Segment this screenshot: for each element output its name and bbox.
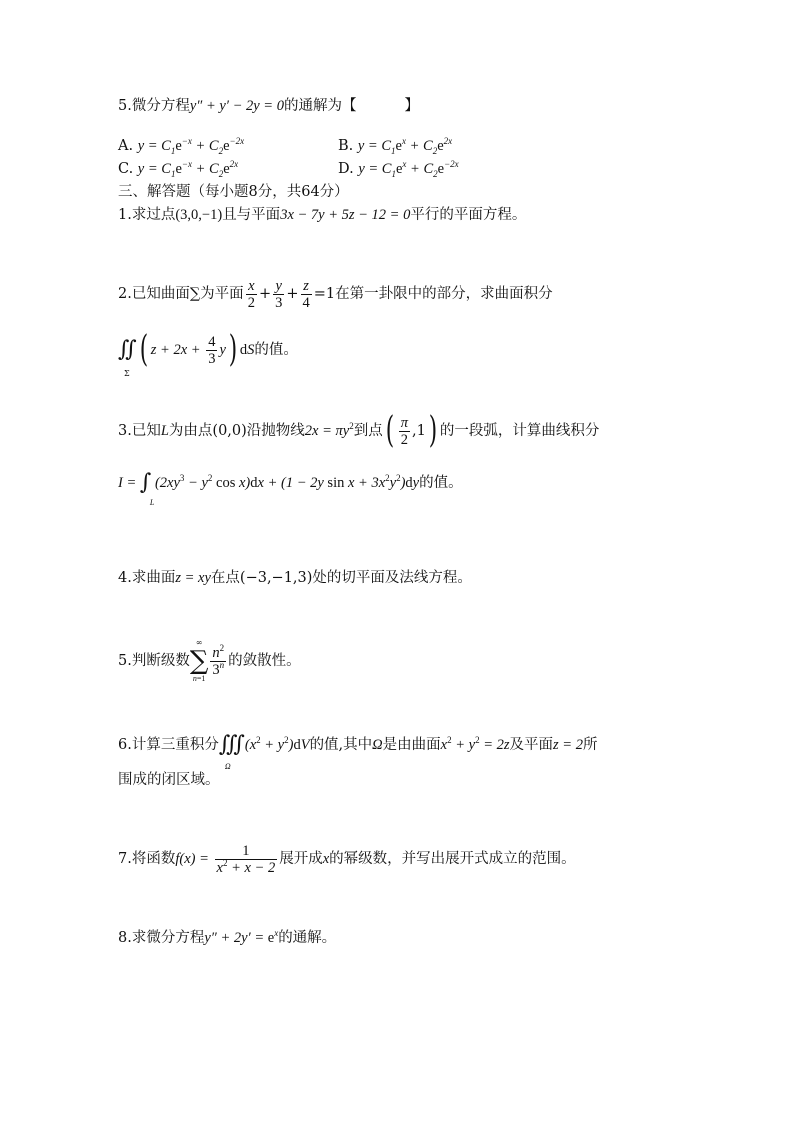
problem-8: 8.求微分方程$y'' + 2y' = e^x$的通解。 (118, 928, 337, 946)
problem-3: 3.已知L为由点(0,0)沿抛物线$2x = \pi y^2$到点( $\frac{\pi}{2}$ ,1) 的一段弧，计算曲线积分 (118, 410, 600, 451)
q5-stem: 5.微分方程y″ + y′ − 2y = 0的通解为【 】 (118, 98, 419, 114)
problem-2-integral: ∬ Σ ( z + 2x + $\frac{4}{3}$ y) dS的值。 (118, 329, 298, 378)
section-title: 三、解答题（每小题8分，共64分） (118, 184, 349, 200)
q5-option-b: B. $y = C_1e^x + C_2e^{2x}$ (338, 136, 453, 156)
q5-option-c: C. $y = C_1e^{-x} + C_2e^{2x}$ (118, 159, 239, 179)
q5-option-a: A. $y = C_1e^{-x} + C_2e^{-2x}$ (118, 136, 245, 156)
problem-4: 4.求曲面z = xy在点(−3,−1,3)处的切平面及法线方程。 (118, 570, 472, 586)
problem-1: 1.求过点(3,0,−1)且与平面3x − 7y + 5z − 12 = 0平行的平面方程。 (118, 207, 527, 223)
problem-2: 2.已知曲面∑为平面 $\frac{x}{2}$ + $\frac{y}{3}$ + $\frac{z}{4}$ =1在第一卦限中的部分，求曲面积分 (118, 277, 553, 311)
problem-6-cont: 围成的闭区域。 (118, 772, 220, 788)
problem-7: 7.将函数f(x) = $\frac{1}{x^2 + x - 2}$ 展开成x的幂级数，并写出展开式成立的范围。 (118, 842, 576, 876)
problem-3-integral: I = ∫ L ($2xy^3 - y^2$ cos x)dx + (1 − 2y $\sin x + 3x^2y^2)dy$的值。 (118, 470, 463, 507)
problem-6: 6.计算三重积分∭ Ω $(x^2 + y^2)dV$的值,其中Ω是由曲面$x^2 + y^2 = 2z$及平面z = 2所 (118, 732, 598, 771)
problem-5: 5.判断级数 ∞ ∑ n=1 $\frac{n^2}{3^n}$ 的敛散性。 (118, 638, 301, 683)
q5-option-d: D. $y = C_1e^x + C_2e^{-2x}$ (338, 159, 459, 179)
q5-equation: y″ + y′ − 2y = 0 (189, 98, 284, 114)
